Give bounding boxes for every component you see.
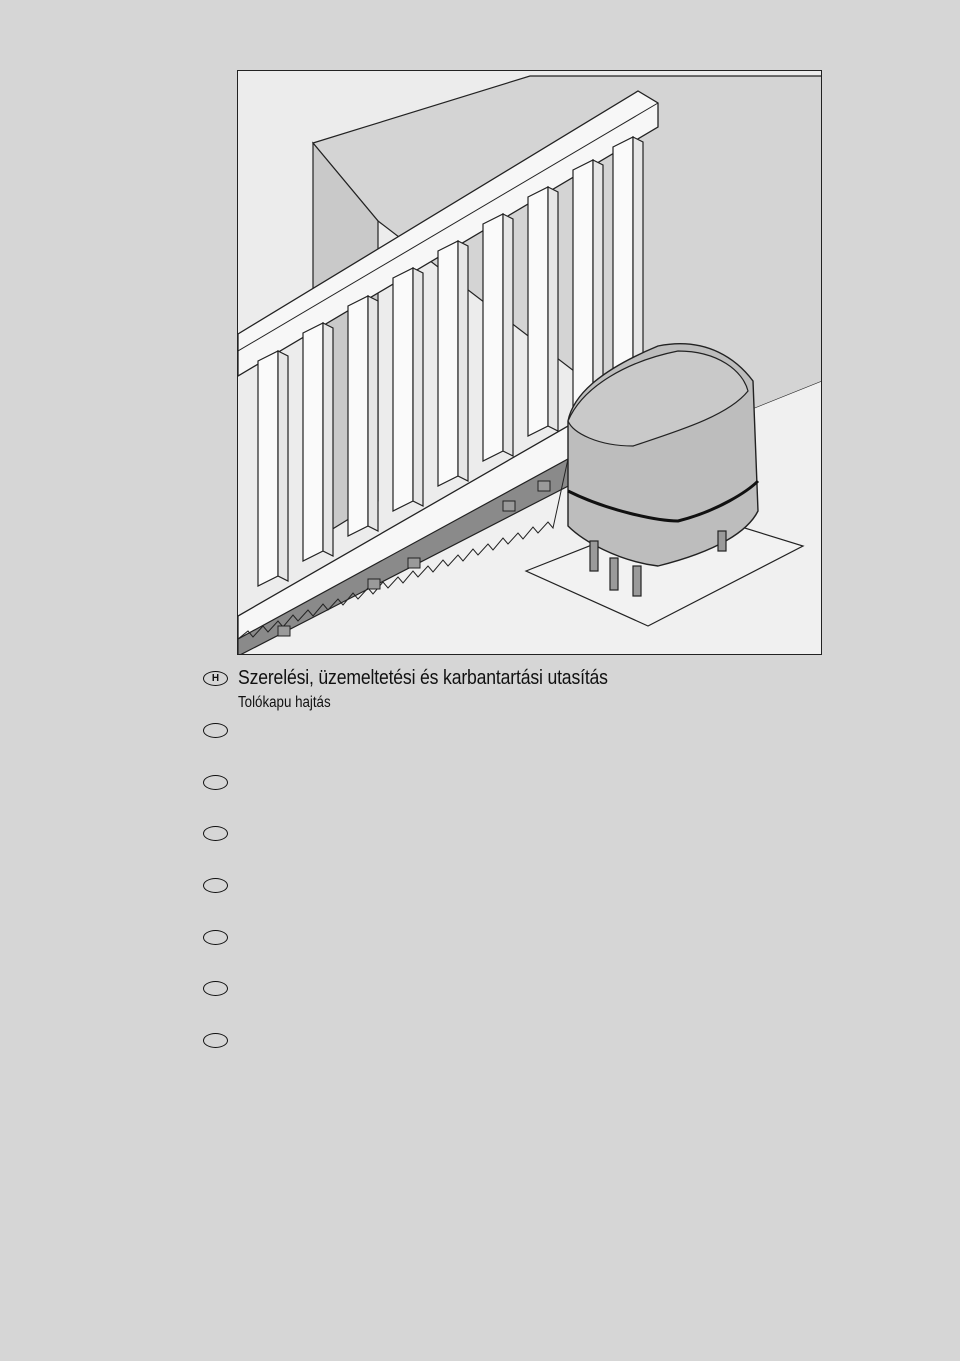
language-marker-empty [203,930,228,945]
language-marker-h [203,671,228,686]
document-subtitle: Tolókapu hajtás [238,694,331,711]
product-illustration [237,70,822,655]
language-marker-empty [203,723,228,738]
gate-operator-drawing [238,71,822,655]
document-title: Szerelési, üzemeltetési és karbantartási utasítás [238,666,608,689]
language-marker-empty [203,826,228,841]
language-marker-empty [203,981,228,996]
language-marker-empty [203,1033,228,1048]
language-marker-empty [203,775,228,790]
language-code: H [211,673,220,684]
language-marker-empty [203,878,228,893]
